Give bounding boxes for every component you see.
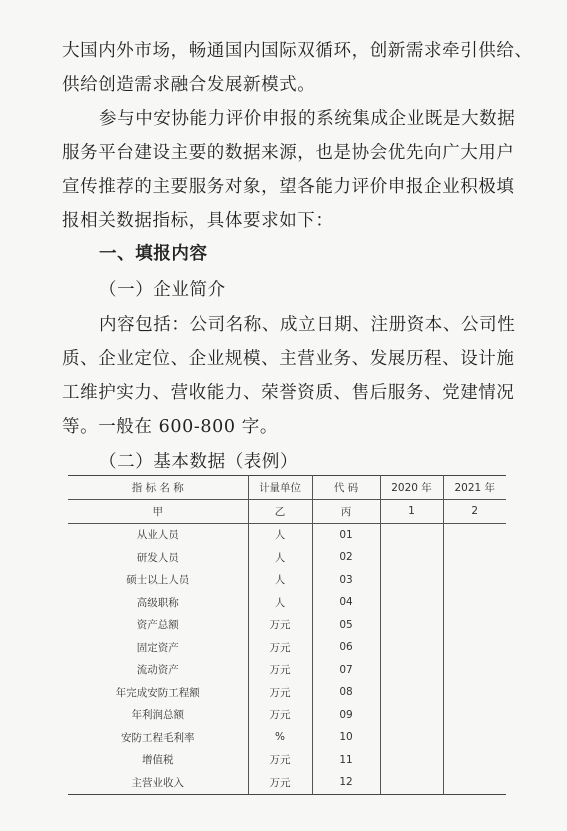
paragraph-line: 大国内外市场，畅通国内国际双循环，创新需求牵引供给、 [62,41,533,61]
table-header-row [68,476,506,500]
table-row [68,614,506,637]
table-row [68,636,506,659]
table-cell: 人 [248,546,312,569]
table-cell [443,636,506,659]
table-cell: 人 [248,523,312,546]
table-row [68,591,506,614]
table-cell: 研发人员 [68,546,248,569]
table-cell: 万元 [248,659,312,682]
table-row [68,523,506,546]
table-cell [443,704,506,727]
header-unit: 计量单位 [248,476,312,500]
table-cell [380,659,443,682]
paragraph-line: 等。一般在 600-800 字。 [62,417,278,437]
table-cell: 固定资产 [68,636,248,659]
table-row [68,681,506,704]
table-row [68,726,506,749]
table-cell: 03 [312,569,380,592]
table-cell: % [248,726,312,749]
table-caption: （二）基本数据（表例） [99,452,299,472]
table-cell [443,749,506,772]
table-cell [380,569,443,592]
paragraph-line: 报相关数据指标，具体要求如下： [62,211,334,231]
table-row [68,659,506,682]
table-cell: 万元 [248,771,312,794]
header-code: 代 码 [312,476,380,500]
table-cell: 甲 [68,500,248,524]
table-cell: 06 [312,636,380,659]
table-cell: 从业人员 [68,523,248,546]
table-cell [380,681,443,704]
table-cell [443,569,506,592]
table-cell [380,546,443,569]
table-cell: 万元 [248,614,312,637]
paragraph-line: 质、企业定位、企业规模、主营业务、发展历程、设计施 [62,349,515,369]
paragraph-line: 宣传推荐的主要服务对象，望各能力评价申报企业积极填 [62,177,515,197]
table-cell: 万元 [248,636,312,659]
table-cell [443,614,506,637]
table-cell: 08 [312,681,380,704]
table-cell: 硕士以上人员 [68,569,248,592]
paragraph-line: 工维护实力、营收能力、荣誉资质、售后服务、党建情况 [62,383,515,403]
paragraph-line: 参与中安协能力评价申报的系统集成企业既是大数据 [99,109,516,129]
table-cell [380,614,443,637]
table-cell: 人 [248,591,312,614]
table-row [68,749,506,772]
table-cell [380,726,443,749]
table-cell: 11 [312,749,380,772]
table-cell: 2 [443,500,506,524]
table-cell: 增值税 [68,749,248,772]
section-heading: 一、填报内容 [99,244,208,264]
table-cell [443,726,506,749]
basic-data-table [68,475,506,795]
table-index-row [68,500,506,524]
table-cell [380,749,443,772]
table-cell: 主营业收入 [68,771,248,794]
table-row [68,704,506,727]
table-cell: 乙 [248,500,312,524]
table-cell [443,523,506,546]
table-row [68,569,506,592]
header-indicator-name: 指 标 名 称 [68,476,248,500]
table-cell [443,771,506,794]
table-cell: 1 [380,500,443,524]
table-cell: 流动资产 [68,659,248,682]
paragraph-line: 内容包括：公司名称、成立日期、注册资本、公司性 [99,315,516,335]
table-cell: 10 [312,726,380,749]
paragraph-line: 服务平台建设主要的数据来源，也是协会优先向广大用户 [62,143,515,163]
table-cell [443,591,506,614]
table-cell: 丙 [312,500,380,524]
table-cell [380,523,443,546]
table-cell: 年利润总额 [68,704,248,727]
table-cell: 01 [312,523,380,546]
table-cell: 02 [312,546,380,569]
table-cell: 高级职称 [68,591,248,614]
table-cell: 万元 [248,749,312,772]
table-cell [380,771,443,794]
table-cell [380,591,443,614]
table-cell [443,659,506,682]
table-row [68,771,506,794]
table-cell: 09 [312,704,380,727]
table-cell [380,704,443,727]
table-cell [380,636,443,659]
table-cell: 万元 [248,681,312,704]
table-row [68,546,506,569]
header-2020: 2020 年 [380,476,443,500]
table-cell: 07 [312,659,380,682]
header-2021: 2021 年 [443,476,506,500]
table-cell: 人 [248,569,312,592]
table-cell: 万元 [248,704,312,727]
subsection-heading: （一）企业简介 [99,280,226,300]
table-cell [443,681,506,704]
table-cell: 04 [312,591,380,614]
table-cell: 资产总额 [68,614,248,637]
paragraph-line: 供给创造需求融合发展新模式。 [62,75,316,95]
table-cell [443,546,506,569]
table-cell: 年完成安防工程额 [68,681,248,704]
table-cell: 12 [312,771,380,794]
table-cell: 安防工程毛利率 [68,726,248,749]
table-cell: 05 [312,614,380,637]
